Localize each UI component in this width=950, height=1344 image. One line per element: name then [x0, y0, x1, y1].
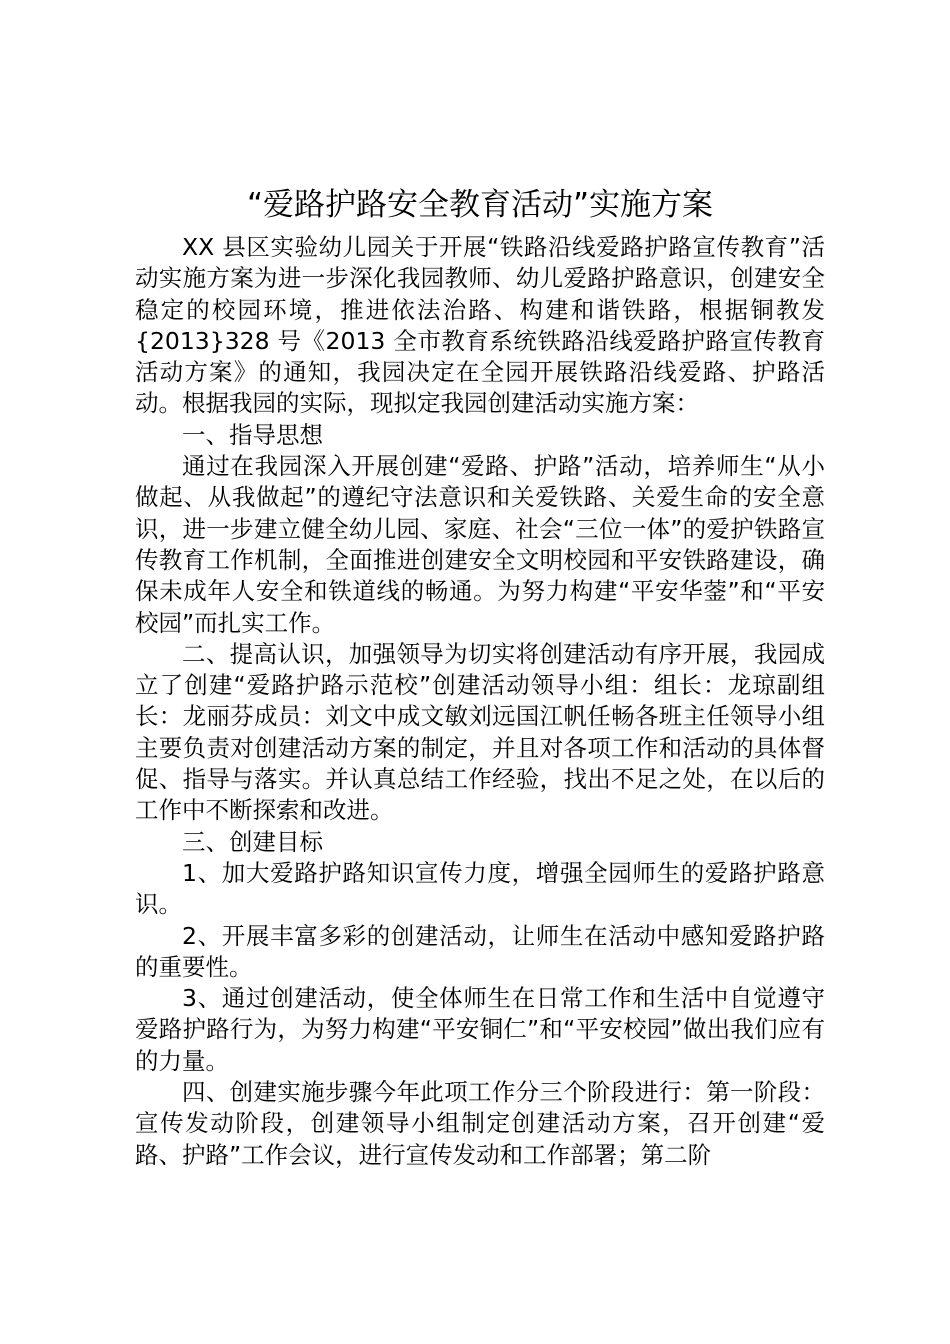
section-heading-1: 一、指导思想 [182, 420, 323, 449]
document-title: “爱路护路安全教育活动”实施方案 [246, 187, 714, 223]
goal-item-1: 1、加大爱路护路知识宣传力度，增强全园师生的爱路护路意识。 [135, 858, 825, 919]
section-heading-3: 三、创建目标 [182, 827, 323, 856]
paragraph-leadership: 二、提高认识，加强领导为切实将创建活动有序开展，我园成立了创建“爱路护路示范校”创建活动领导小组：组长：龙琼副组长：龙丽芬成员：刘文中成文敏刘远国江帆任畅各班主任领导小组主要负责对创建活动方案的制定，并且对各项工作和活动的具体督促、指导与落实。并认真总结工作经验，找出不足之处，在以后的工作中不断探索和改进。 [135, 639, 825, 825]
paragraph-guiding-idea: 通过在我园深入开展创建“爱路、护路”活动，培养师生“从小做起、从我做起”的遵纪守法意识和关爱铁路、关爱生命的安全意识，进一步建立健全幼儿园、家庭、社会“三位一体”的爱护铁路宣传教育工作机制，全面推进创建安全文明校园和平安铁路建设，确保未成年人安全和铁道线的畅通。为努力构建“平安华蓥”和“平安校园”而扎实工作。 [135, 452, 825, 637]
goal-item-2: 2、开展丰富多彩的创建活动，让师生在活动中感知爱路护路的重要性。 [135, 921, 825, 981]
paragraph-steps: 四、创建实施步骤今年此项工作分三个阶段进行：第一阶段：宣传发动阶段，创建领导小组制定创建活动方案，召开创建“爱路、护路”工作会议，进行宣传发动和工作部署；第二阶 [135, 1078, 825, 1169]
document-page [135, 182, 825, 1171]
goal-item-3: 3、通过创建活动，使全体师生在日常工作和生活中自觉遵守爱路护路行为，为努力构建“平安铜仁”和“平安校园”做出我们应有的力量。 [135, 984, 825, 1075]
paragraph-intro: XX 县区实验幼儿园关于开展“铁路沿线爱路护路宣传教育”活动实施方案为进一步深化我园教师、幼儿爱路护路意识，创建安全稳定的校园环境，推进依法治路、构建和谐铁路，根据铜教发{2013}328 号《2013 全市教育系统铁路沿线爱路护路宣传教育活动方案》的通知，我园决定在全园开展铁路沿线爱路、护路活动。根据我园的实际，现拟定我园创建活动实施方案： [135, 233, 825, 418]
